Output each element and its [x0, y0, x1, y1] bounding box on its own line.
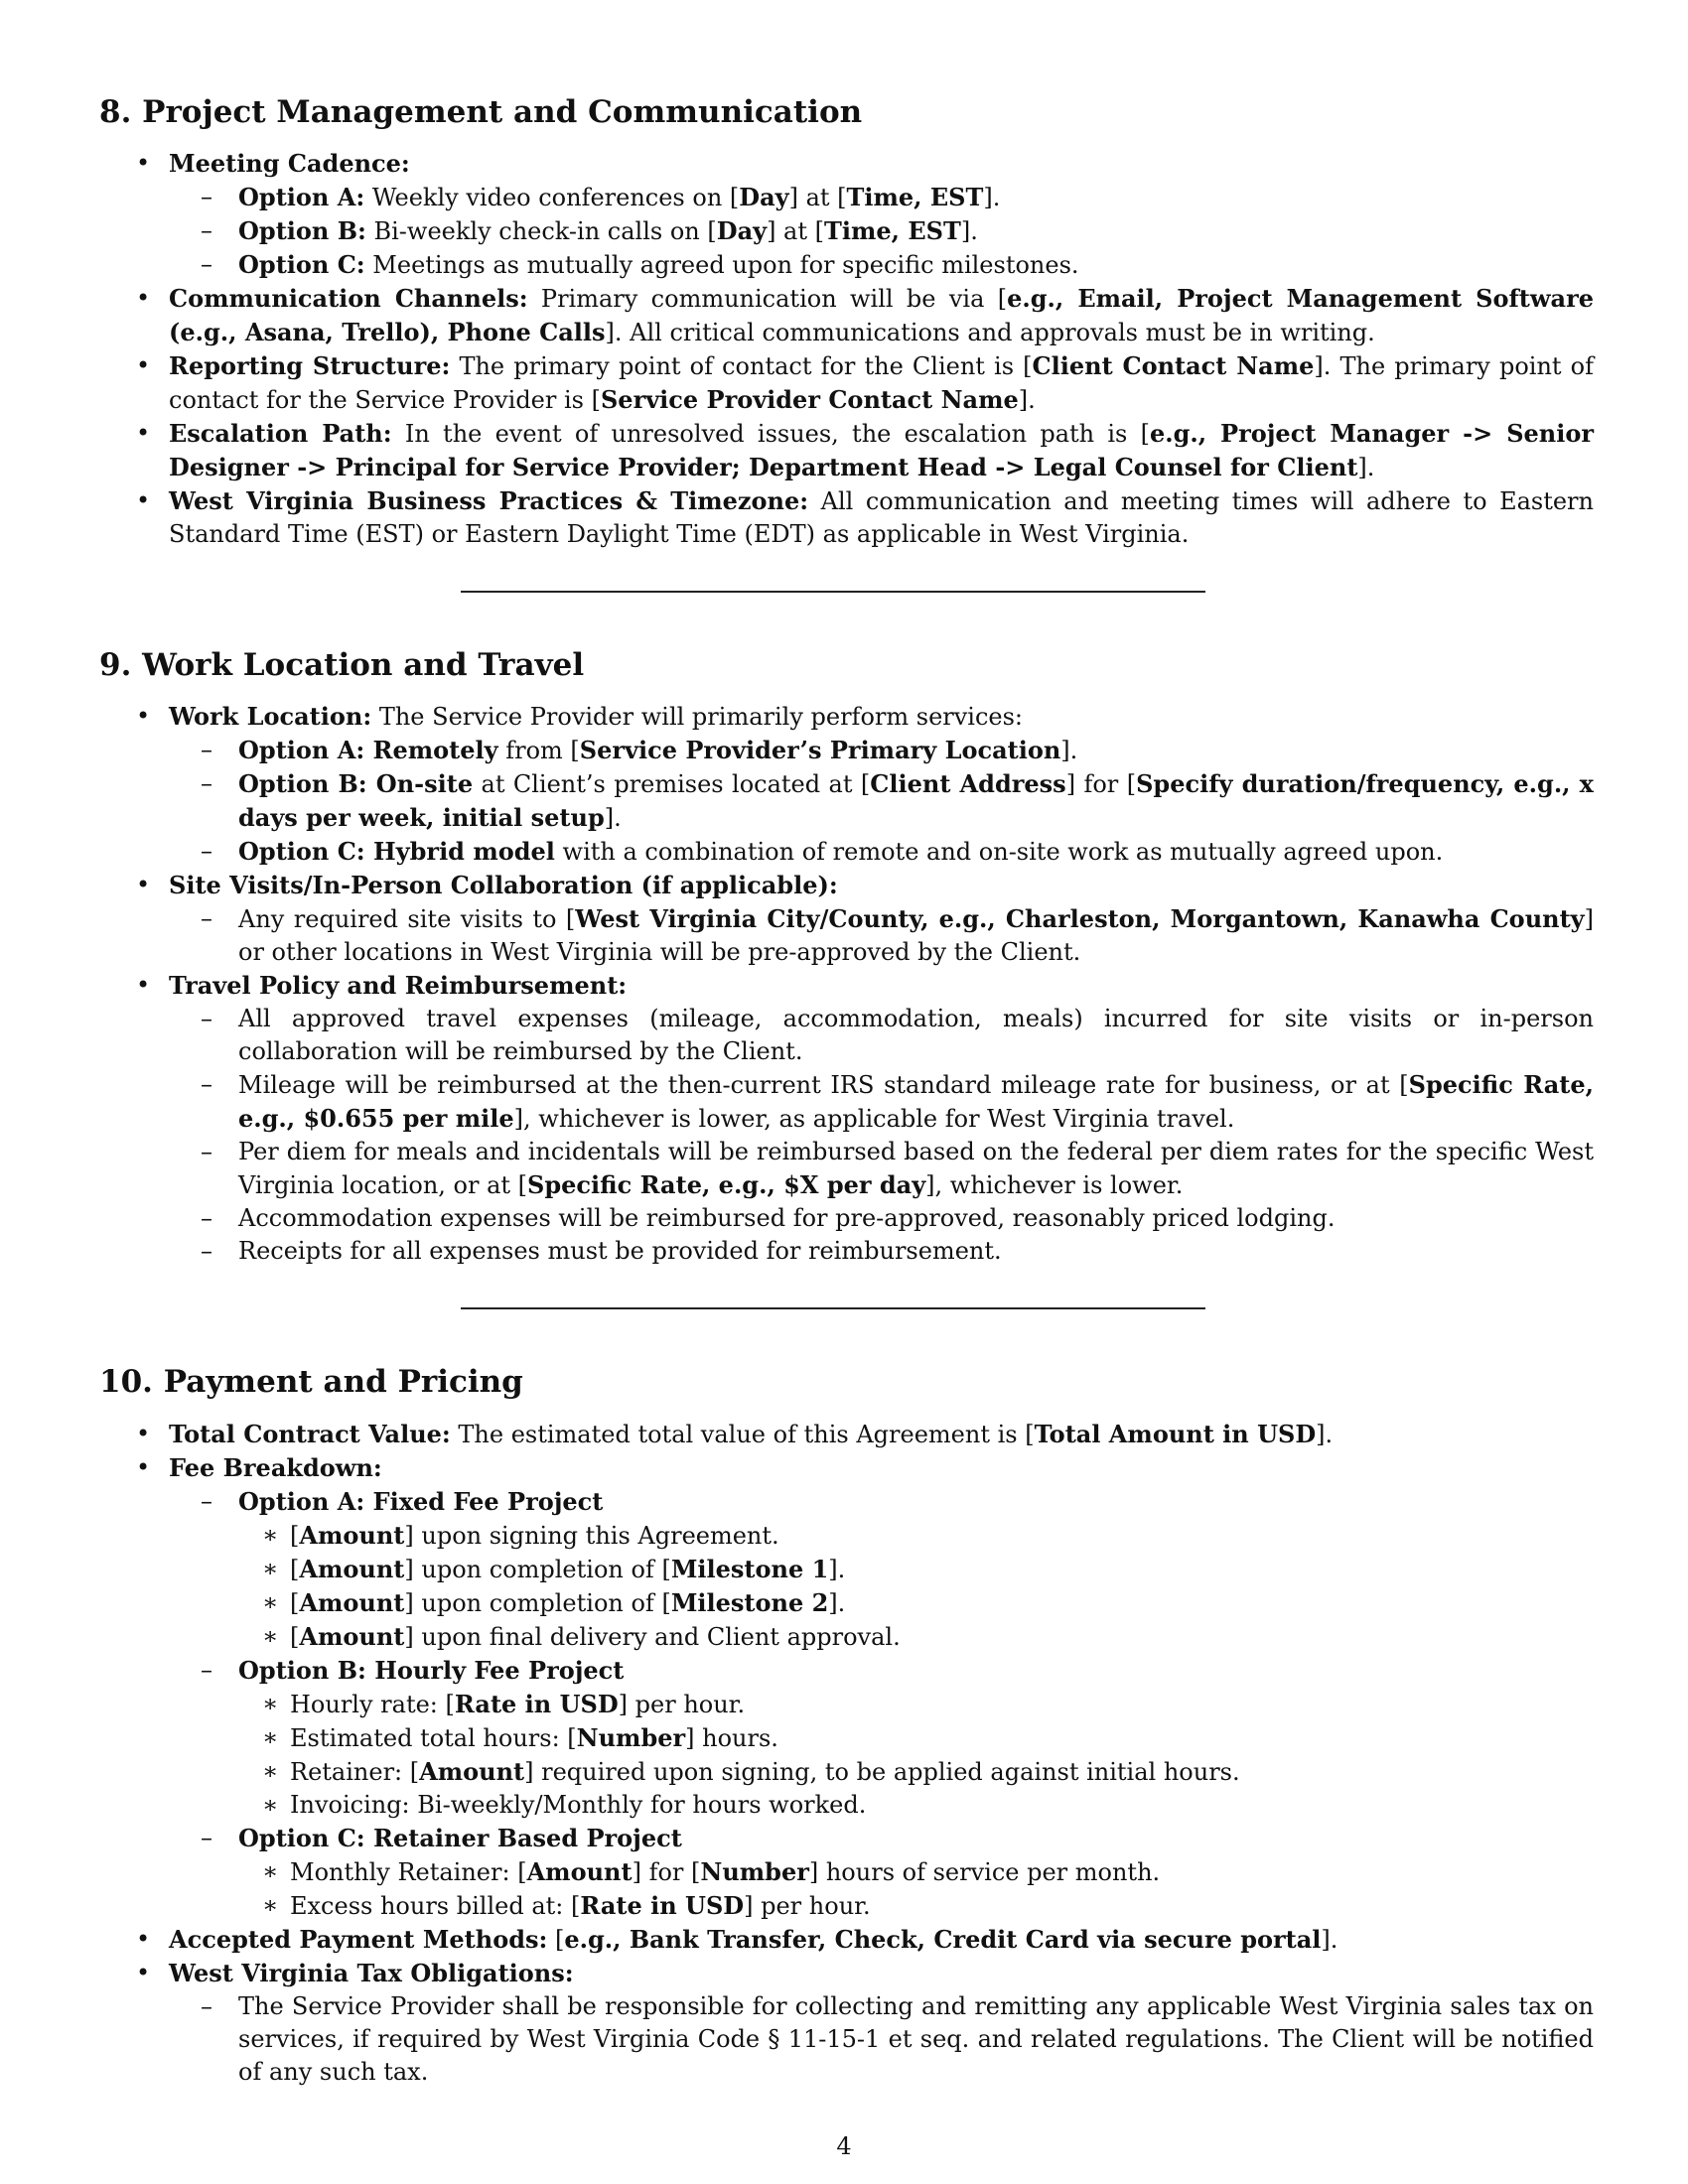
- fee-a-item: ∗ [Amount] upon final delivery and Client approval.: [238, 1620, 1594, 1654]
- page-number: 4: [836, 2132, 852, 2160]
- payment-methods-item: • Accepted Payment Methods: [e.g., Bank Transfer, Check, Credit Card via secure portal].: [99, 1923, 1594, 1957]
- meeting-option-c: – Option C: Meetings as mutually agreed upon for specific milestones.: [169, 248, 1594, 282]
- fee-option-b-list: [238, 1688, 1594, 1822]
- fee-option-a: – Option A: Fixed Fee Project ∗ [Amount] upon signing this Agreement. ∗ [Amount] upon completion of [Milestone 1]. ∗ [Amount] upon completion of [Milestone 2]. ∗ [Amount] upon final delivery and Client approval.: [169, 1485, 1594, 1654]
- travel-policy-list: [169, 1003, 1594, 1268]
- travel-policy-item: • Travel Policy and Reimbursement: – All approved travel expenses (mileage, accommodation, meals) incurred for site visits or in-person collaboration will be reimbursed by the Client. – Mileage will be reimbursed at the then-current IRS standard mileage rate for business, or at [Specific Rate, e.g., $0.655 per mile], whichever is lower, as applicable for West Virginia travel. – Per diem for meals and incidentals will be reimbursed based on the federal per diem rates for the specific West Virginia location, or at [Specific Rate, e.g., $X per day], whichever is lower. – Accommodation expenses will be reimbursed for pre-approved, reasonably priced lodging. – Receipts for all expenses must be provided for reimbursement.: [99, 969, 1594, 1268]
- fee-c-item: ∗ Monthly Retainer: [Amount] for [Number] hours of service per month.: [238, 1855, 1594, 1889]
- section-8-list: [99, 147, 1594, 551]
- location-option-b: – Option B: On-site at Client’s premises located at [Client Address] for [Specify duration/frequency, e.g., x days per week, initial setup].: [169, 767, 1594, 835]
- site-visits-detail: – Any required site visits to [West Virginia City/County, e.g., Charleston, Morgantown, Kanawha County] or other locations in West Virginia will be pre-approved by the Client.: [169, 902, 1594, 969]
- document-page: [99, 94, 1594, 2089]
- tax-obligations-item: • West Virginia Tax Obligations: – The Service Provider shall be responsible for collecting and remitting any applicable West Virginia sales tax on services, if required by West Virginia Code § 11-15-1 et seq. and related regulations. The Client will be notified of any such tax.: [99, 1957, 1594, 2089]
- section-10-heading: 10. Payment and Pricing: [99, 1364, 523, 1401]
- reporting-structure-item: • Reporting Structure: The primary point of contact for the Client is [Client Contact Name]. The primary point of contact for the Service Provider is [Service Provider Contact Name].: [99, 349, 1594, 417]
- fee-a-item: ∗ [Amount] upon completion of [Milestone 2].: [238, 1586, 1594, 1620]
- fee-option-b: – Option B: Hourly Fee Project ∗ Hourly rate: [Rate in USD] per hour. ∗ Estimated total hours: [Number] hours. ∗ Retainer: [Amount] required upon signing, to be applied against initial hours. ∗ Invoicing: Bi-weekly/Monthly for hours worked.: [169, 1654, 1594, 1822]
- fee-b-item: ∗ Hourly rate: [Rate in USD] per hour.: [238, 1688, 1594, 1721]
- fee-b-item: ∗ Invoicing: Bi-weekly/Monthly for hours worked.: [238, 1789, 1594, 1822]
- fee-c-item: ∗ Excess hours billed at: [Rate in USD] per hour.: [238, 1889, 1594, 1923]
- meeting-cadence-item: [99, 147, 1594, 282]
- site-visits-item: • Site Visits/In-Person Collaboration (if applicable): – Any required site visits to [West Virginia City/County, e.g., Charleston, Morgantown, Kanawha County] or other locations in West Virginia will be pre-approved by the Client.: [99, 869, 1594, 969]
- location-option-c: – Option C: Hybrid model with a combination of remote and on-site work as mutually agreed upon.: [169, 835, 1594, 869]
- timezone-item: • West Virginia Business Practices & Timezone: All communication and meeting times will adhere to Eastern Standard Time (EST) or Eastern Daylight Time (EDT) as applicable in West Virginia.: [99, 484, 1594, 551]
- section-9-heading: 9. Work Location and Travel: [99, 647, 585, 684]
- fee-a-item: ∗ [Amount] upon signing this Agreement.: [238, 1519, 1594, 1553]
- travel-accommodation: – Accommodation expenses will be reimbursed for pre-approved, reasonably priced lodging.: [169, 1202, 1594, 1235]
- escalation-path-item: • Escalation Path: In the event of unresolved issues, the escalation path is [e.g., Project Manager -> Senior Designer -> Principal for Service Provider; Department Head -> Legal Counsel for Client].: [99, 417, 1594, 484]
- section-10: [99, 1364, 1594, 2088]
- meeting-option-a: – Option A: Weekly video conferences on [Day] at [Time, EST].: [169, 181, 1594, 214]
- location-option-a: – Option A: Remotely from [Service Provider’s Primary Location].: [169, 734, 1594, 767]
- meeting-cadence-label: Meeting Cadence:: [169, 149, 410, 179]
- work-location-item: • Work Location: The Service Provider will primarily perform services: – Option A: Remotely from [Service Provider’s Primary Location]. – Option B: On-site at Client’s premises located at [Client Address] for [Specify duration/frequency, e.g., x days per week, initial setup]. – Option C: Hybrid model with a combination of remote and on-site work as mutually agreed upon.: [99, 700, 1594, 869]
- site-visits-list: [169, 902, 1594, 969]
- meeting-option-b: – Option B: Bi-weekly check-in calls on [Day] at [Time, EST].: [169, 214, 1594, 248]
- section-10-list: [99, 1418, 1594, 2089]
- fee-a-item: ∗ [Amount] upon completion of [Milestone 1].: [238, 1553, 1594, 1586]
- tax-detail: – The Service Provider shall be responsible for collecting and remitting any applicable West Virginia sales tax on services, if required by West Virginia Code § 11-15-1 et seq. and related regulations. The Client will be notified of any such tax.: [169, 1990, 1594, 2089]
- travel-mileage: – Mileage will be reimbursed at the then-current IRS standard mileage rate for business, or at [Specific Rate, e.g., $0.655 per mile], whichever is lower, as applicable for West Virginia travel.: [169, 1068, 1594, 1136]
- section-9: [99, 647, 1594, 1268]
- meeting-options-list: [169, 181, 1594, 282]
- communication-channels-item: • Communication Channels: Primary communication will be via [e.g., Email, Project Management Software (e.g., Asana, Trello), Phone Calls]. All critical communications and approvals must be in writing.: [99, 282, 1594, 349]
- total-contract-value-item: • Total Contract Value: The estimated total value of this Agreement is [Total Amount in USD].: [99, 1418, 1594, 1451]
- fee-option-c: – Option C: Retainer Based Project ∗ Monthly Retainer: [Amount] for [Number] hours of service per month. ∗ Excess hours billed at: [Rate in USD] per hour.: [169, 1822, 1594, 1923]
- travel-expenses: – All approved travel expenses (mileage, accommodation, meals) incurred for site visits or in-person collaboration will be reimbursed by the Client.: [169, 1003, 1594, 1068]
- travel-per-diem: – Per diem for meals and incidentals will be reimbursed based on the federal per diem rates for the specific West Virginia location, or at [Specific Rate, e.g., $X per day], whichever is lower.: [169, 1136, 1594, 1202]
- fee-b-item: ∗ Estimated total hours: [Number] hours.: [238, 1721, 1594, 1755]
- fee-options-list: [169, 1485, 1594, 1923]
- work-location-options: [169, 734, 1594, 869]
- fee-b-item: ∗ Retainer: [Amount] required upon signing, to be applied against initial hours.: [238, 1755, 1594, 1789]
- section-divider: [461, 591, 1205, 593]
- section-8: [99, 94, 1594, 551]
- section-9-list: [99, 700, 1594, 1268]
- travel-receipts: – Receipts for all expenses must be provided for reimbursement.: [169, 1235, 1594, 1268]
- fee-option-c-list: [238, 1855, 1594, 1923]
- section-divider: [461, 1307, 1205, 1309]
- fee-option-a-list: [238, 1519, 1594, 1654]
- section-8-heading: 8. Project Management and Communication: [99, 94, 863, 130]
- tax-obligations-list: [169, 1990, 1594, 2089]
- fee-breakdown-item: • Fee Breakdown: – Option A: Fixed Fee Project ∗ [Amount] upon signing this Agreement. ∗ [Amount] upon completion of [Milestone 1]. ∗ [Amount] upon completion of [Milestone 2]. ∗ [Amount] upon final delivery and Client approval. – Option B: Hourly Fee Project ∗ Hourly rate: [Rate in USD] per hour. ∗ Estimated total hours: [Number] hours. ∗ Retainer: [Amount] required upon signing, to be applied against initial hours. ∗ Invoicing: Bi-weekly/Monthly for hours worked. – Option C: Retainer Based Project ∗ Monthly Retainer: [Amount] for [Number] hours of service per month. ∗ Excess hours billed at: [Rate in USD] per hour.: [99, 1451, 1594, 1923]
